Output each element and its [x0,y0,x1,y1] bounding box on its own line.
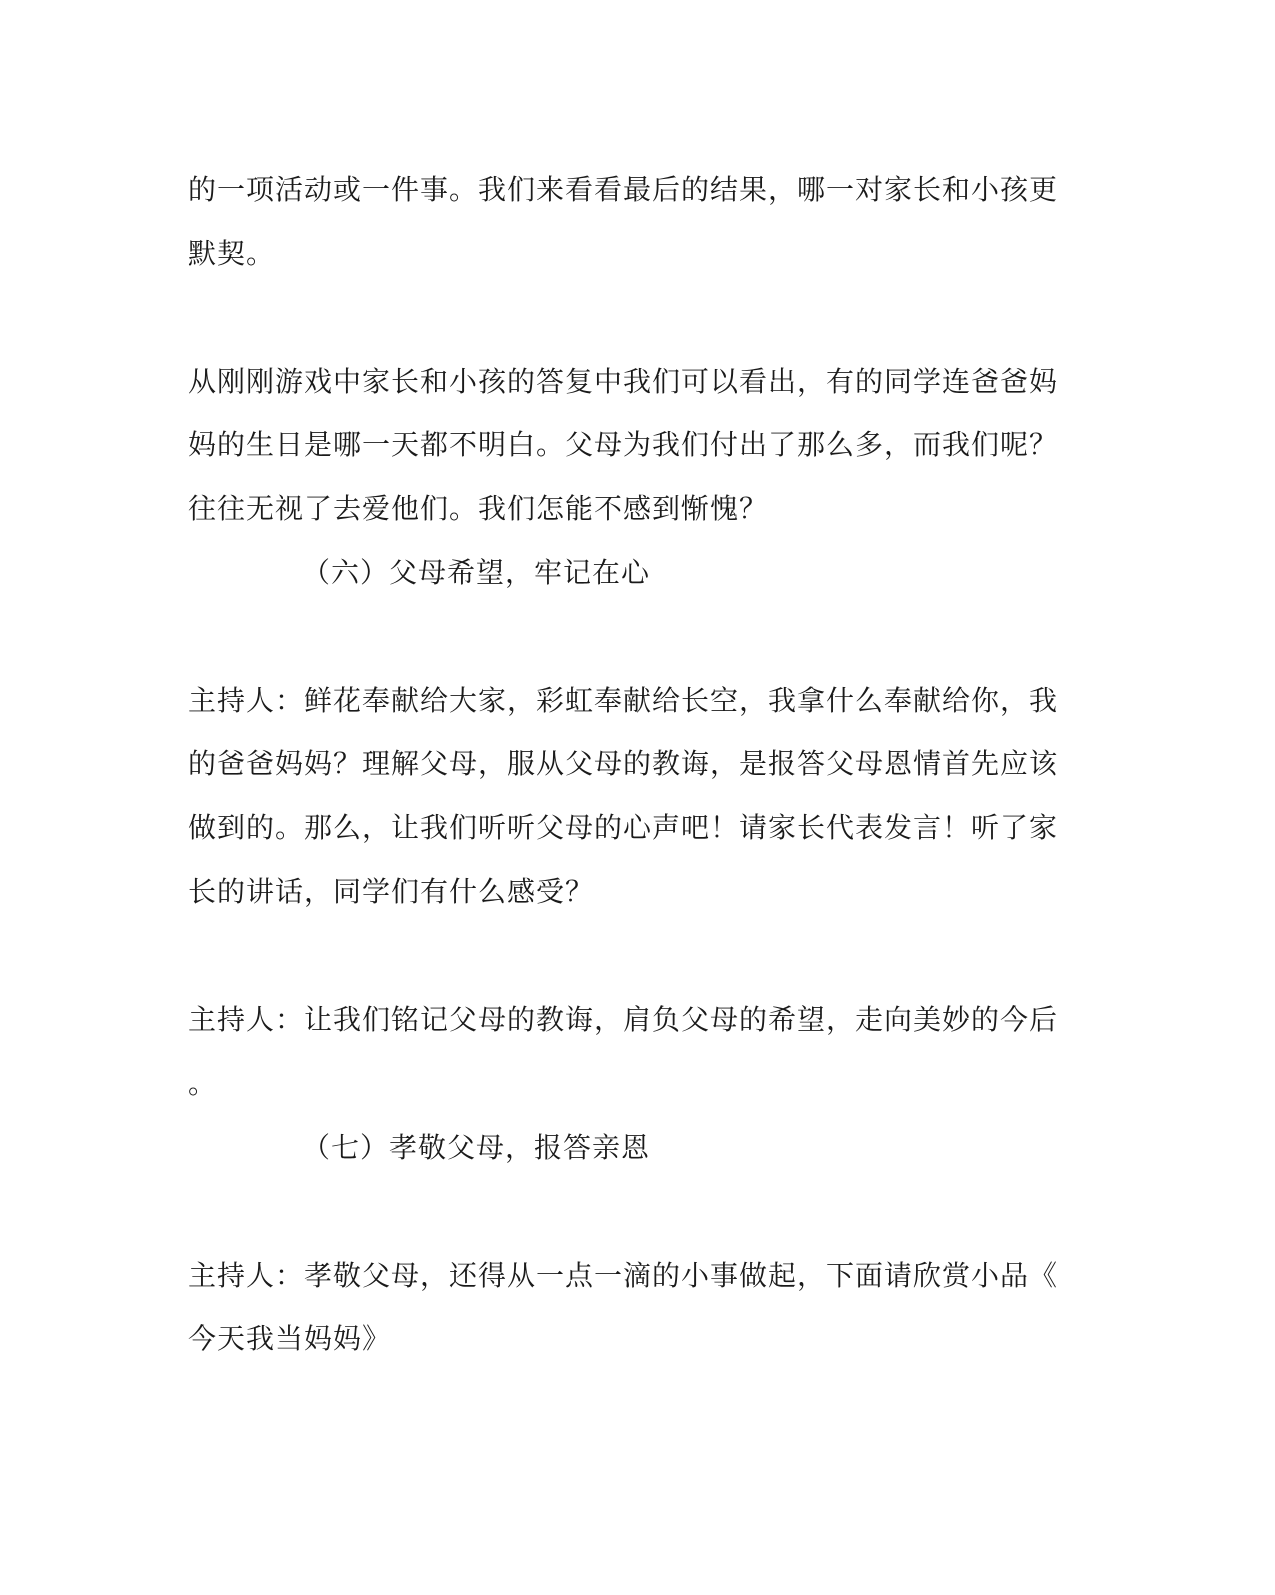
section-heading: （七）孝敬父母，报答亲恩 [302,1131,651,1164]
paragraph-line: 妈的生日是哪一天都不明白。父母为我们付出了那么多，而我们呢？ [188,428,1059,461]
paragraph-line: 主持人：孝敬父母，还得从一点一滴的小事做起，下面请欣赏小品《 [188,1259,1059,1292]
paragraph-line: 的爸爸妈妈？理解父母，服从父母的教诲，是报答父母恩情首先应该 [188,747,1059,780]
paragraph-line: 的一项活动或一件事。我们来看看最后的结果，哪一对家长和小孩更 [188,173,1059,206]
paragraph-line: 今天我当妈妈》 [188,1322,392,1355]
paragraph-line: 长的讲话，同学们有什么感受？ [188,875,595,908]
paragraph-line: 往往无视了去爱他们。我们怎能不感到惭愧？ [188,492,769,525]
paragraph-line: 主持人：鲜花奉献给大家，彩虹奉献给长空，我拿什么奉献给你，我 [188,684,1059,717]
paragraph-line: 默契。 [188,237,276,270]
paragraph-line: 做到的。那么，让我们听听父母的心声吧！请家长代表发言！听了家 [188,811,1059,844]
paragraph-line: 从刚刚游戏中家长和小孩的答复中我们可以看出，有的同学连爸爸妈 [188,365,1059,398]
section-heading: （六）父母希望，牢记在心 [302,556,651,589]
paragraph-line: 主持人：让我们铭记父母的教诲，肩负父母的希望，走向美妙的今后 [188,1003,1059,1036]
paragraph-line: 。 [188,1067,218,1100]
